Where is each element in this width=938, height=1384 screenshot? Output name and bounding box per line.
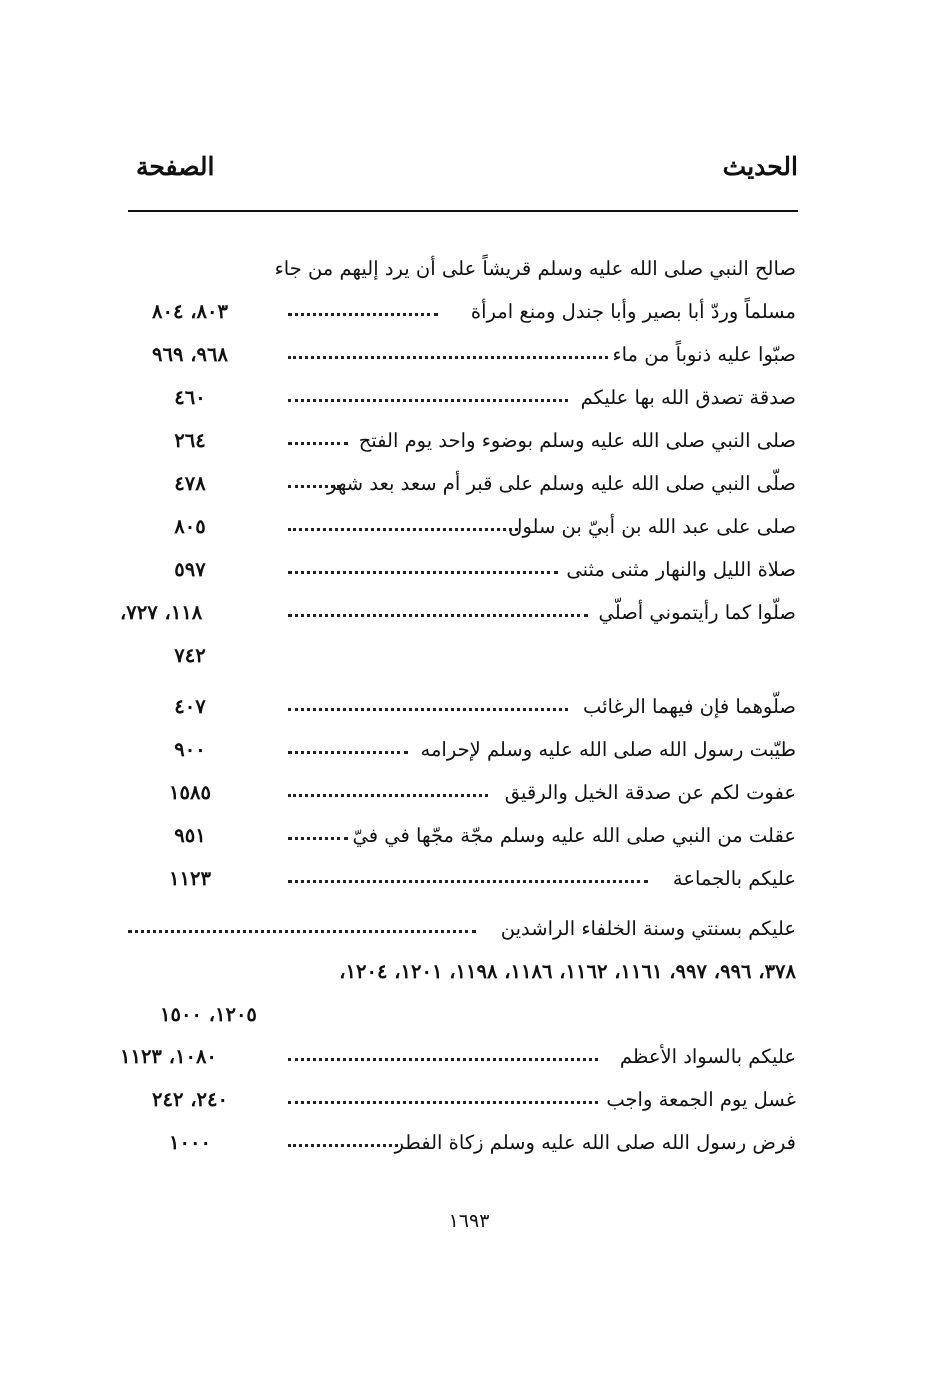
hadith-text: غسل يوم الجمعة واجب [606,1088,796,1111]
list-item [120,381,796,415]
list-item [120,295,796,329]
hadith-text: صالح النبي صلى الله عليه وسلم قريشاً على أن يرد إليهم من جاء [274,257,796,280]
page-numbers: ٥٩٧ [174,558,206,581]
page-numbers: ٤٧٨ [174,472,206,495]
page-numbers: ٤٦٠ [174,386,206,409]
page-numbers: ١٠٨٠، ١١٢٣ [120,1045,217,1068]
list-item [120,1126,796,1160]
page-number: ١٦٩٣ [448,1210,490,1232]
hadith-text: عفوت لكم عن صدقة الخيل والرقيق [504,781,796,804]
list-item [120,510,796,544]
leader-dots [288,313,438,316]
page-numbers: ٤٠٧ [174,695,206,718]
page-numbers-continuation [120,639,796,673]
page-numbers: ٨٠٥ [174,515,206,538]
page-numbers: ٨٠٣، ٨٠٤ [152,300,228,323]
list-item [120,252,796,286]
page-numbers: ٧٤٢ [174,644,206,667]
hadith-text: فرض رسول الله صلى الله عليه وسلم زكاة الفطر [394,1131,796,1154]
page-numbers: ١١٢٣ [169,867,211,890]
list-item [120,338,796,372]
hadith-text: طيّبت رسول الله صلى الله عليه وسلم لإحرامه [420,738,796,761]
page-numbers-line [120,955,796,989]
list-item [120,733,796,767]
hadith-text: صلاة الليل والنهار مثنى مثنى [566,558,796,581]
page-numbers: ٩٦٨، ٩٦٩ [152,343,228,366]
hadith-text: صلّوهما فإن فيهما الرغائب [582,695,796,718]
hadith-text: صلى على عبد الله بن أبيّ بن سلول [508,515,796,538]
list-item [120,467,796,501]
header-divider [128,210,798,212]
list-item [120,912,796,946]
leader-dots [288,794,488,797]
leader-dots [288,880,648,883]
page-numbers: ٢٦٤ [174,429,206,452]
page-numbers: ٩٥١ [174,824,206,847]
page-numbers: ٣٧٨، ٩٩٦، ٩٩٧، ١١٦١، ١١٦٢، ١١٨٦، ١١٩٨، ١٢٠١، ١٢٠٤، [339,960,796,983]
hadith-text: عقلت من النبي صلى الله عليه وسلم مجّة مجّها في فيّ [352,824,796,847]
list-item [120,596,796,630]
hadith-text: صلى النبي صلى الله عليه وسلم بوضوء واحد يوم الفتح [358,429,796,452]
hadith-text: عليكم بالجماعة [672,867,796,890]
leader-dots [288,485,340,488]
leader-dots [288,1058,598,1061]
table-header [128,152,798,198]
page-numbers: ٩٠٠ [174,738,206,761]
leader-dots [288,356,608,359]
hadith-text: صلّوا كما رأيتموني أصلّي [598,601,796,624]
list-item [120,819,796,853]
hadith-text: عليكم بسنتي وسنة الخلفاء الراشدين [500,917,796,940]
leader-dots [288,571,558,574]
leader-dots [288,528,518,531]
hadith-text: صلّى النبي صلى الله عليه وسلم على قبر أم سعد بعد شهر [327,472,796,495]
list-item [120,424,796,458]
page-column-heading: الصفحة [136,152,215,181]
list-item [120,690,796,724]
hadith-text: مسلماً وردّ أبا بصير وأبا جندل ومنع امرأة [470,300,796,323]
leader-dots [288,751,408,754]
list-item [120,553,796,587]
leader-dots [288,614,588,617]
hadith-text: صدقة تصدق الله بها عليكم [580,386,796,409]
leader-dots [128,930,476,933]
page-numbers: ١٢٠٥، ١٥٠٠ [160,1003,257,1026]
page-numbers: ١٠٠٠ [169,1131,211,1154]
leader-dots [288,708,568,711]
list-item [120,862,796,896]
page-numbers: ١١٨، ٧٢٧، [120,601,203,624]
hadith-text: صبّوا عليه ذنوباً من ماء [612,343,796,366]
page-numbers-line [120,998,796,1032]
hadith-text: عليكم بالسواد الأعظم [619,1045,796,1068]
list-item [120,776,796,810]
list-item [120,1040,796,1074]
leader-dots [288,1144,398,1147]
leader-dots [288,837,348,840]
leader-dots [288,442,348,445]
leader-dots [288,399,568,402]
page-numbers: ٢٤٠، ٢٤٢ [152,1088,228,1111]
hadith-column-heading: الحديث [722,152,798,181]
page-numbers: ١٥٨٥ [169,781,211,804]
list-item [120,1083,796,1117]
leader-dots [288,1101,598,1104]
